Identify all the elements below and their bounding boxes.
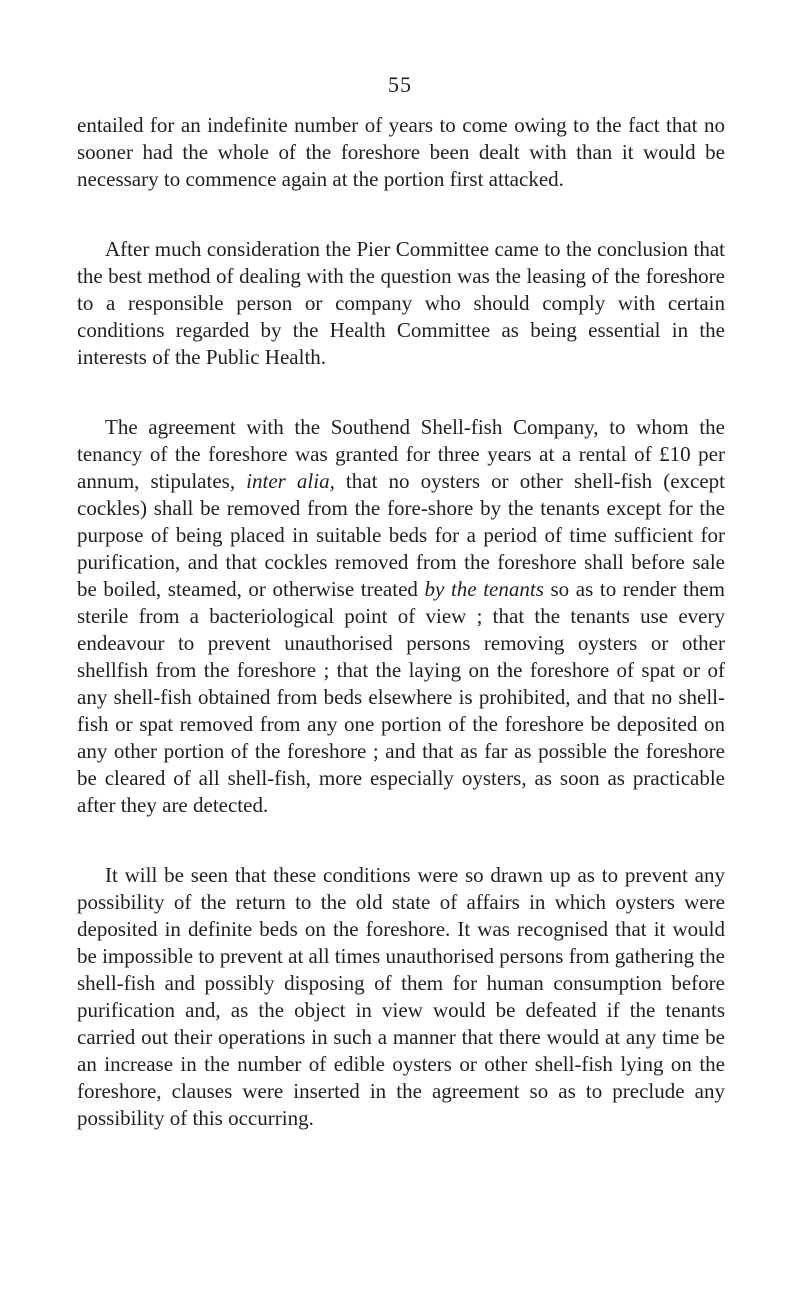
page-number: 55 bbox=[388, 72, 412, 97]
paragraph-3 bbox=[77, 414, 725, 819]
paragraph-1: entailed for an indefinite number of years to come owing to the fact that no sooner had the whole of the foreshore been dealt with than it would be necessary to commence again at the portion first attacked. bbox=[77, 113, 725, 191]
paragraph-3-text-b: that no oysters or other shell-fish (except cockles) shall be removed from the fore-shore by the tenants except for the purpose of being placed in suitable beds for a period of time sufficient for purification, and that cockles removed from the foreshore shall before sale be boiled, steamed, or otherwise treated bbox=[77, 469, 725, 601]
body-text bbox=[77, 112, 725, 1175]
paragraph-4: It will be seen that these conditions were so drawn up as to prevent any possibility of the return to the old state of affairs in which oysters were deposited in definite beds on the foreshore. It was recognised that it would be impossible to prevent at all times unauthorised persons from gathering the shell-fish and possibly disposing of them for human consumption before purification and, as the object in view would be defeated if the tenants carried out their operations in such a manner that there would at any time be an increase in the number of edible oysters or other shell-fish lying on the foreshore, clauses were inserted in the agreement so as to preclude any possibility of this occurring. bbox=[77, 863, 725, 1130]
paragraph-3-italic-by-the-tenants: by the tenants bbox=[424, 577, 544, 601]
paragraph-2: After much consideration the Pier Committee came to the conclusion that the best method of dealing with the question was the leasing of the foreshore to a responsible person or company who should comply with certain conditions regarded by the Health Committee as being essential in the interests of the Public Health. bbox=[77, 237, 725, 369]
paragraph-3-text-c: so as to render them sterile from a bacteriological point of view ; that the tenants use every endeavour to prevent unauthorised persons removing oysters or other shellfish from the foreshore ; that the laying on the foreshore of spat or of any shell-fish obtained from beds elsewhere is prohibited, and that no shell-fish or spat removed from any one portion of the foreshore be deposited on any other portion of the foreshore ; and that as far as possible the foreshore be cleared of all shell-fish, more especially oysters, as soon as practicable after they are detected. bbox=[77, 577, 726, 817]
paragraph-3-italic-inter-alia: inter alia, bbox=[246, 469, 335, 493]
paragraph-3-text-a: The agreement with the Southend Shell-fish Company, to whom the tenancy of the foreshore was granted for three years at a rental of £10 per annum, stipulates, bbox=[77, 415, 725, 493]
